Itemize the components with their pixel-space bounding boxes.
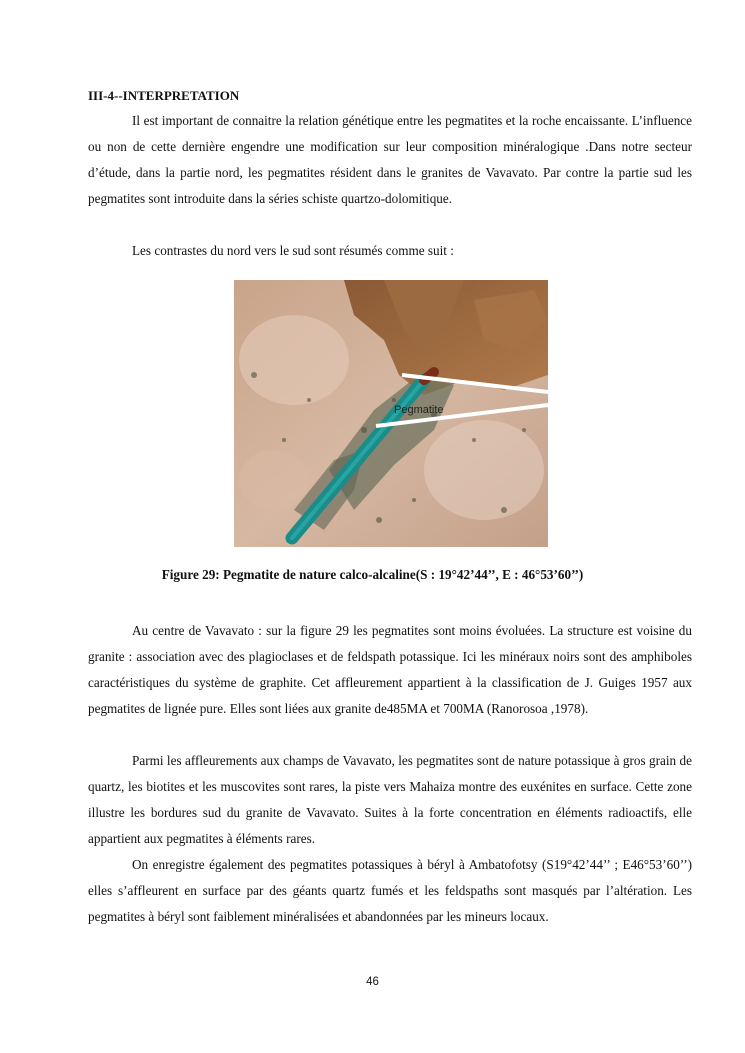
- section-heading: III-4--INTERPRETATION: [88, 88, 240, 103]
- paragraph-affleurements: Parmi les affleurements aux champs de Vavavato, les pegmatites sont de nature potassique à gros grain de quartz, les biotites et les muscovites sont rares, la piste vers Mahaiza montre des euxénites en surface. Cette zone illustre les bordures sud du granite de Vavavato. Suites à la forte concentration en éléments radioactifs, elle appartient aux pegmatites à éléments rares.: [88, 753, 692, 846]
- paragraph-intro: Il est important de connaitre la relation génétique entre les pegmatites et la roche encaissante. L’influence ou non de cette dernière engendre une modification sur leur composition minéralogique .Dans notre secteur d’étude, dans la partie nord, les pegmatites résident dans le granites de Vavavato. Par contre la partie sud les pegmatites sont introduite dans la séries schiste quartzo-dolomitique.: [88, 113, 692, 206]
- paragraph-beryl: On enregistre également des pegmatites potassiques à béryl à Ambatofotsy (S19°42’44’’ ; E46°53’60’’) elles s’affleurent en surface par des géants quartz fumés et les feldspaths sont masqués par l’altération. Les pegmatites à béryl sont faiblement minéralisées et abandonnées par les mineurs locaux.: [88, 857, 692, 924]
- paragraph-vavavato-centre: Au centre de Vavavato : sur la figure 29 les pegmatites sont moins évoluées. La structure est voisine du granite : association avec des plagioclases et de feldspath potassique. Ici les minéraux noirs sont des amphiboles caractéristiques du système de graphite. Cet affleurement appartient à la classification de J. Guiges 1957 aux pegmatites de lignée pure. Elles sont liées aux granite de485MA et 700MA (Ranorosoa ,1978).: [88, 623, 692, 716]
- figure-caption: Figure 29: Pegmatite de nature calco-alcaline(S : 19°42’44’’, E : 46°53’60’’): [161, 567, 584, 582]
- figure-label: Pegmatite: [394, 404, 444, 416]
- figure-photo-pegmatite: [234, 280, 548, 547]
- paragraph-contrasts: Les contrastes du nord vers le sud sont résumés comme suit :: [132, 243, 454, 258]
- page-number: 46: [366, 976, 379, 988]
